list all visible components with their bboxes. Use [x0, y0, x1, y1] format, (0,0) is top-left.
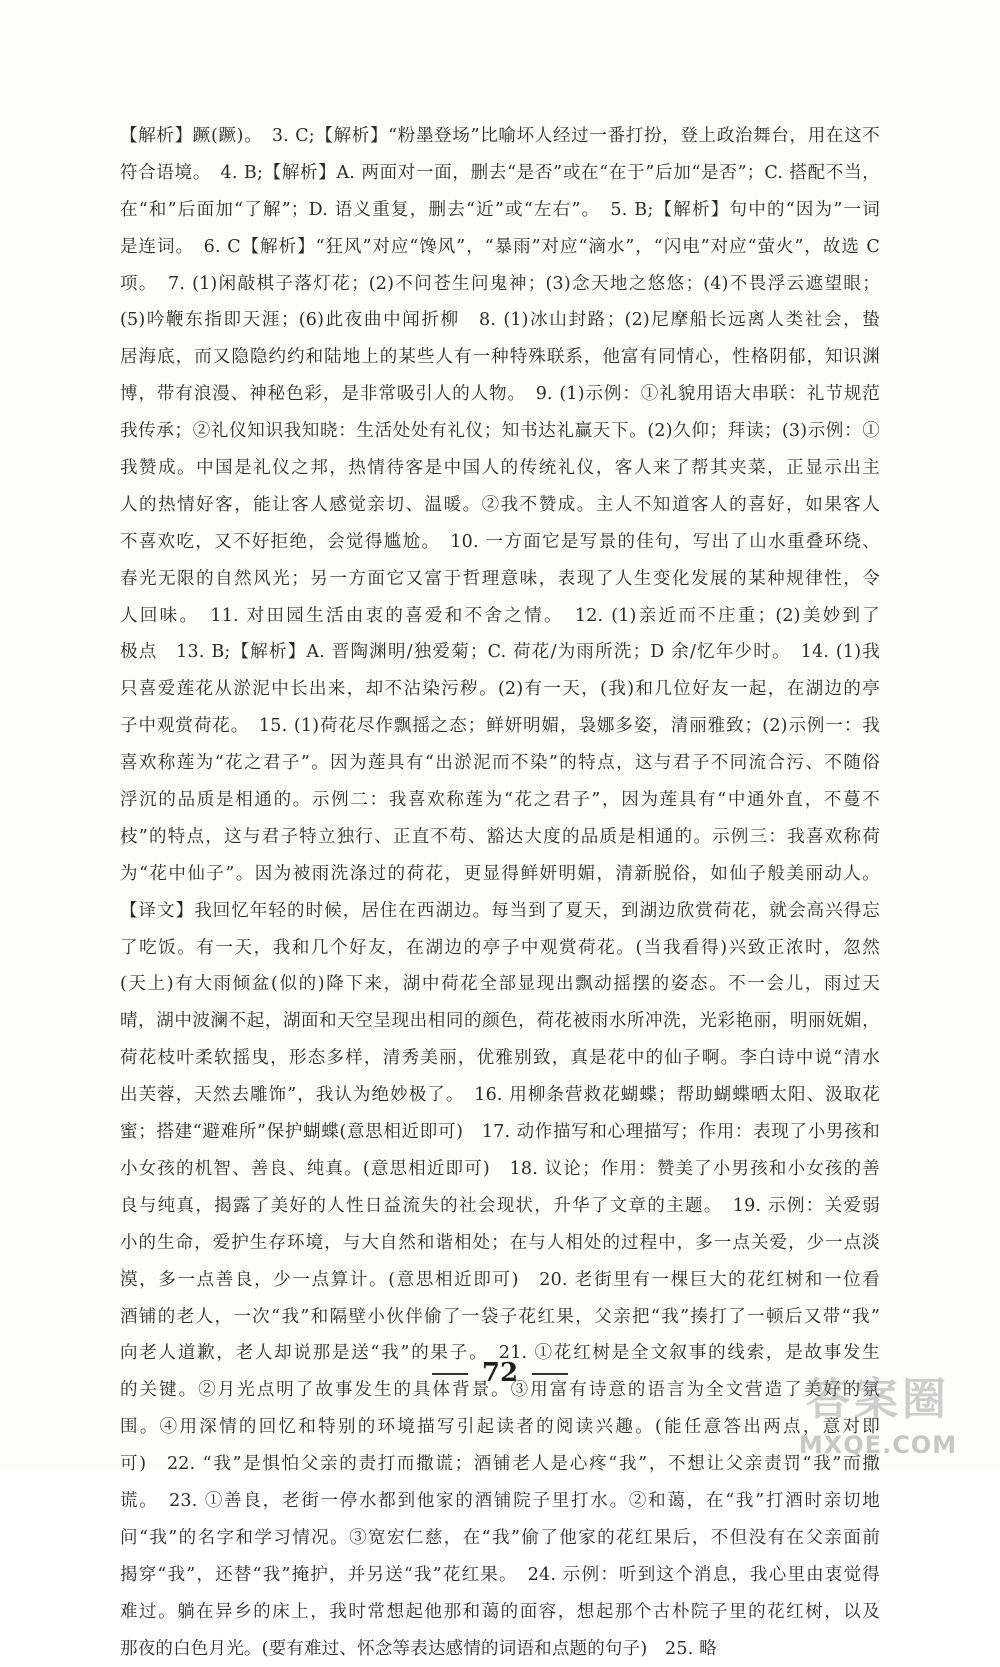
- answer-line: 我赞成。中国是礼仪之邦，热情待客是中国人的传统礼仪，客人来了帮其夹菜，正显示出主: [120, 458, 880, 479]
- watermark-site: MXQE.COM: [798, 1431, 958, 1459]
- answer-line: 谎。 23. ①善良，老街一停水都到他家的酒铺院子里打水。②和蔼，在“我”打酒时亲切地: [120, 1490, 880, 1511]
- answer-line: 在“和”后面加“了解”；D. 语义重复，删去“近”或“左右”。 5. B;【解析】句中的“因为”一词: [120, 199, 880, 220]
- answer-line: 酒铺的老人，一次“我”和隔壁小伙伴偷了一袋子花红果，父亲把“我”揍打了一顿后又带“我”: [120, 1306, 880, 1327]
- answer-line: 揭穿“我”，还替“我”掩护，并另送“我”花红果。 24. 示例：听到这个消息，我心里由衷觉得: [120, 1564, 880, 1585]
- answer-line: 项。 7. (1)闲敲棋子落灯花；(2)不问苍生问鬼神；(3)念天地之悠悠；(4)不畏浮云遮望眼；: [120, 273, 880, 294]
- answer-line: 【解析】蹶(蹶)。 3. C;【解析】“粉墨登场”比喻坏人经过一番打扮，登上政治舞台，用在这不: [120, 126, 880, 146]
- answer-line: 蜜；搭建“避难所”保护蝴蝶(意思相近即可) 17. 动作描写和心理描写；作用：表现了小男孩和: [120, 1122, 880, 1143]
- answer-line: 为“花中仙子”。因为被雨洗涤过的荷花，更显得鲜妍明媚，清新脱俗，如仙子般美丽动人。: [120, 863, 880, 884]
- answer-line: 问“我”的名字和学习情况。③宽宏仁慈，在“我”偷了他家的花红果后，不但没有在父亲面前: [120, 1527, 880, 1548]
- answer-line: 难过。躺在异乡的床上，我时常想起他那和蔼的面容，想起那个古朴院子里的花红树，以及: [120, 1601, 880, 1622]
- answer-line: 符合语境。 4. B;【解析】A. 两面对一面，删去“是否”或在“在于”后加“是否”；C. 搭配不当，: [120, 162, 880, 183]
- answer-line: 居海底，而又隐隐约约和陆地上的某些人有一种特殊联系，他富有同情心，性格阴郁，知识渊: [120, 347, 880, 368]
- watermark-logo: [778, 1363, 978, 1459]
- answer-line: 良与纯真，揭露了美好的人性日益流失的社会现状，升华了文章的主题。 19. 示例：关爱弱: [120, 1195, 880, 1216]
- answer-line: 喜欢称莲为“花之君子”。因为莲具有“出淤泥而不染”的特点，这与君子不同流合污、不随俗: [120, 753, 880, 774]
- answer-line: 不喜欢吃，又不好拒绝，会觉得尴尬。 10. 一方面它是写景的佳句，写出了山水重叠环绕、: [120, 531, 880, 552]
- answer-line: 子中观赏荷花。 15. (1)荷花尽作飘摇之态；鲜妍明媚，袅娜多姿，清丽雅致；(2)示例一：我: [120, 716, 880, 737]
- answer-line: 我传承；②礼仪知识我知晓：生活处处有礼仪；知书达礼赢天下。(2)久仰；拜读；(3)示例：①: [120, 421, 880, 442]
- page-number-value: 72: [481, 1358, 519, 1388]
- answer-line: 向老人道歉，老人却说那是送“我”的果子。 21. ①花红树是全文叙事的线索，是故事发生: [120, 1343, 880, 1364]
- answer-line: 人回味。 11. 对田园生活由衷的喜爱和不舍之情。 12. (1)亲近而不庄重；(2)美妙到了: [120, 605, 880, 626]
- page-number-right-dash: [532, 1373, 568, 1375]
- answer-line: 是连词。 6. C【解析】“狂风”对应“馋风”，“暴雨”对应“滴水”，“闪电”对应“萤火”，故选 C: [120, 236, 880, 257]
- answer-line: 了吃饭。有一天，我和几个好友，在湖边的亭子中观赏荷花。(当我看得)兴致正浓时，忽然: [120, 937, 880, 958]
- answer-line: (天上)有大雨倾盆(似的)降下来，湖中荷花全部显现出飘动摇摆的姿态。不一会儿，雨过天: [120, 974, 880, 995]
- page-number-left-dash: [432, 1373, 468, 1375]
- answer-line: (5)吟鞭东指即天涯；(6)此夜曲中闻折柳 8. (1)冰山封路；(2)尼摩船长远离人类社会，蛰: [120, 310, 880, 331]
- answer-line: 小女孩的机智、善良、纯真。(意思相近即可) 18. 议论；作用：赞美了小男孩和小女孩的善: [120, 1158, 880, 1179]
- answer-line: 春光无限的自然风光；另一方面它又富于哲理意味，表现了人生变化发展的某种规律性，令: [120, 568, 880, 589]
- answer-line: 的关键。②月光点明了故事发生的具体背景。③用富有诗意的语言为全文营造了美好的氛: [120, 1380, 880, 1401]
- answer-line: 人的热情好客，能让客人感觉亲切、温暖。②我不赞成。主人不知道客人的喜好，如果客人: [120, 494, 880, 515]
- answer-line: 出芙蓉，天然去雕饰”，我认为绝妙极了。 16. 用柳条营救花蝴蝶；帮助蝴蝶晒太阳、汲取花: [120, 1085, 880, 1106]
- answer-line: 极点 13. B;【解析】A. 晋陶渊明/独爱菊；C. 荷花/为雨所洗；D 余/忆年少时。 14. (1)我: [120, 642, 880, 663]
- answer-line: 只喜爱莲花从淤泥中长出来，却不沾染污秽。(2)有一天，(我)和几位好友一起，在湖边的亭: [120, 679, 880, 700]
- answer-line: 浮沉的品质是相通的。示例二：我喜欢称莲为“花之君子”，因为莲具有“中通外直，不蔓不: [120, 790, 880, 811]
- answer-line: 小的生命，爱护生存环境，与大自然和谐相处；在与人相处的过程中，多一点关爱，少一点淡: [120, 1232, 880, 1253]
- answer-line: 漠，多一点善良，少一点算计。(意思相近即可) 20. 老街里有一棵巨大的花红树和一位看: [120, 1269, 880, 1290]
- answer-line: 博，带有浪漫、神秘色彩，是非常吸引人的人物。 9. (1)示例：①礼貌用语大串联：礼节规范: [120, 384, 880, 405]
- answer-line: 可) 22. “我”是惧怕父亲的责打而撒谎；酒铺老人是心疼“我”，不想让父亲责罚“我”而撒: [120, 1454, 880, 1475]
- answer-line: 那夜的白色月光。(要有难过、怀念等表达感情的词语和点题的句子) 25. 略: [120, 1638, 717, 1659]
- answer-line: 枝”的特点，这与君子特立独行、正直不苟、豁达大度的品质是相通的。示例三：我喜欢称荷: [120, 826, 880, 847]
- answer-line: 【译文】我回忆年轻的时候，居住在西湖边。每当到了夏天，到湖边欣赏荷花，就会高兴得忘: [120, 900, 880, 921]
- answer-text-block: [120, 118, 880, 1667]
- answer-line: 晴，湖中波澜不起，湖面和天空呈现出相同的颜色，荷花被雨水所冲洗，光彩艳丽，明丽妩媚，: [120, 1011, 880, 1032]
- answer-line: 荷花枝叶柔软摇曳，形态多样，清秀美丽，优雅别致，真是花中的仙子啊。李白诗中说“清水: [120, 1048, 880, 1069]
- answer-line: 围。④用深情的回忆和特别的环境描写引起读者的阅读兴趣。(能任意答出两点，意对即: [120, 1417, 880, 1438]
- watermark-glyphs: 答案圈: [806, 1374, 950, 1425]
